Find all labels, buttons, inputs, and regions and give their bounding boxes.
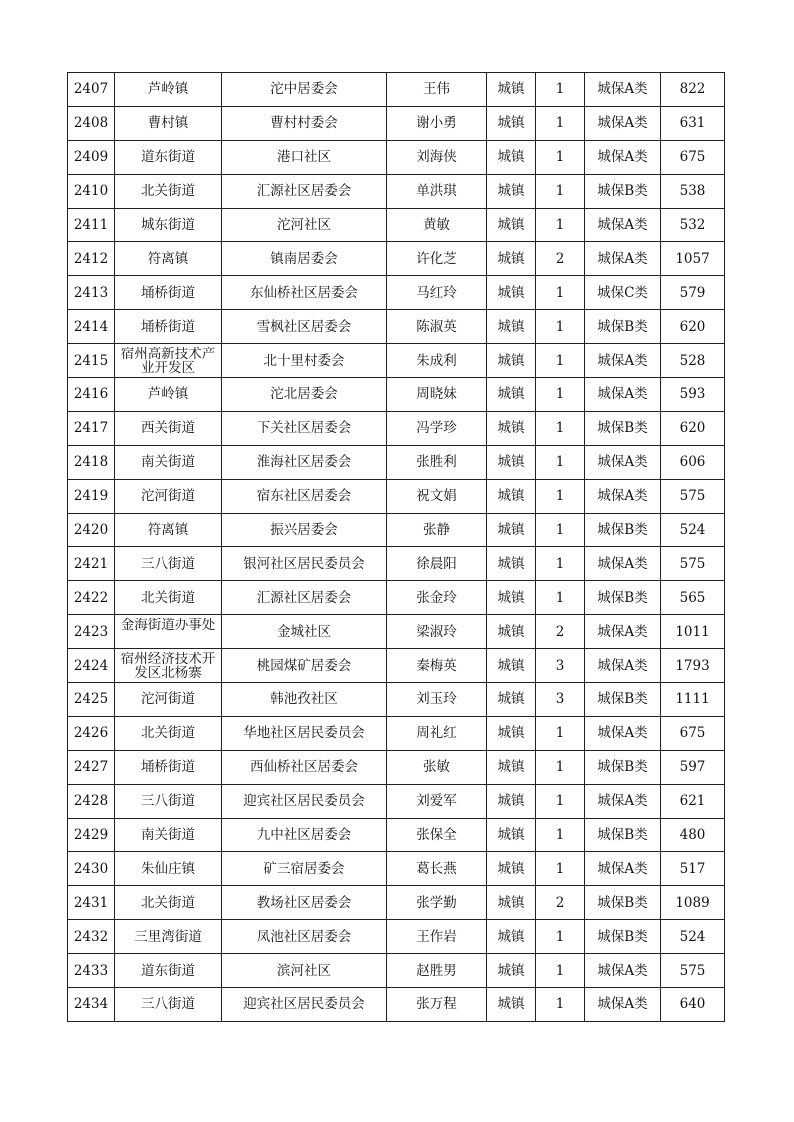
table-row (68, 106, 725, 140)
name-cell: 刘玉玲 (387, 683, 487, 717)
town-label: 宿州经济技术开发区北杨寨 (120, 651, 216, 680)
area-type-cell: 城镇 (487, 242, 536, 276)
town-cell: 芦岭镇 (115, 73, 222, 107)
town-cell (115, 649, 222, 683)
category-cell: 城保B类 (585, 174, 661, 208)
area-type-cell: 城镇 (487, 683, 536, 717)
town-cell: 沱河街道 (115, 683, 222, 717)
category-cell: 城保B类 (585, 750, 661, 784)
category-cell: 城保C类 (585, 276, 661, 310)
amount-cell: 524 (661, 513, 725, 547)
record-id-cell: 2409 (68, 140, 115, 174)
town-cell: 符离镇 (115, 242, 222, 276)
name-cell: 张胜利 (387, 445, 487, 479)
table-row (68, 784, 725, 818)
area-type-cell: 城镇 (487, 954, 536, 988)
category-cell: 城保A类 (585, 479, 661, 513)
household-count-cell: 1 (536, 716, 585, 750)
category-cell: 城保B类 (585, 310, 661, 344)
category-cell: 城保A类 (585, 716, 661, 750)
community-cell: 东仙桥社区居委会 (222, 276, 387, 310)
town-cell: 曹村镇 (115, 106, 222, 140)
area-type-cell: 城镇 (487, 276, 536, 310)
amount-cell: 528 (661, 344, 725, 378)
amount-cell: 620 (661, 310, 725, 344)
category-cell: 城保A类 (585, 615, 661, 649)
table-row (68, 310, 725, 344)
table-row (68, 378, 725, 412)
community-cell: 汇源社区居委会 (222, 581, 387, 615)
household-count-cell: 1 (536, 988, 585, 1022)
community-cell: 桃园煤矿居委会 (222, 649, 387, 683)
household-count-cell: 1 (536, 818, 585, 852)
community-cell: 下关社区居委会 (222, 411, 387, 445)
town-cell: 城东街道 (115, 208, 222, 242)
category-cell: 城保A类 (585, 242, 661, 276)
household-count-cell: 1 (536, 208, 585, 242)
town-cell: 朱仙庄镇 (115, 852, 222, 886)
record-id-cell: 2417 (68, 411, 115, 445)
town-cell: 埇桥街道 (115, 310, 222, 344)
area-type-cell: 城镇 (487, 852, 536, 886)
area-type-cell: 城镇 (487, 784, 536, 818)
town-label: 宿州高新技术产业开发区 (120, 346, 216, 375)
table-row (68, 852, 725, 886)
amount-cell: 565 (661, 581, 725, 615)
table-row (68, 276, 725, 310)
record-id-cell: 2433 (68, 954, 115, 988)
amount-cell: 1111 (661, 683, 725, 717)
name-cell: 赵胜男 (387, 954, 487, 988)
name-cell: 张保全 (387, 818, 487, 852)
area-type-cell: 城镇 (487, 750, 536, 784)
table-row (68, 547, 725, 581)
household-count-cell: 1 (536, 276, 585, 310)
name-cell: 黄敏 (387, 208, 487, 242)
record-id-cell: 2430 (68, 852, 115, 886)
amount-cell: 640 (661, 988, 725, 1022)
household-count-cell: 1 (536, 445, 585, 479)
record-id-cell: 2429 (68, 818, 115, 852)
community-cell: 银河社区居民委员会 (222, 547, 387, 581)
community-cell: 滨河社区 (222, 954, 387, 988)
name-cell: 王作岩 (387, 920, 487, 954)
table-row (68, 174, 725, 208)
record-id-cell: 2419 (68, 479, 115, 513)
household-count-cell: 3 (536, 683, 585, 717)
record-id-cell: 2432 (68, 920, 115, 954)
area-type-cell: 城镇 (487, 513, 536, 547)
name-cell: 徐晨阳 (387, 547, 487, 581)
table-row (68, 479, 725, 513)
record-id-cell: 2427 (68, 750, 115, 784)
amount-cell: 1057 (661, 242, 725, 276)
amount-cell: 517 (661, 852, 725, 886)
household-count-cell: 1 (536, 378, 585, 412)
community-cell: 迎宾社区居民委员会 (222, 784, 387, 818)
area-type-cell: 城镇 (487, 411, 536, 445)
amount-cell: 822 (661, 73, 725, 107)
name-cell: 马红玲 (387, 276, 487, 310)
name-cell: 刘爱军 (387, 784, 487, 818)
name-cell: 梁淑玲 (387, 615, 487, 649)
record-id-cell: 2418 (68, 445, 115, 479)
household-count-cell: 1 (536, 106, 585, 140)
name-cell: 张敏 (387, 750, 487, 784)
amount-cell: 597 (661, 750, 725, 784)
record-id-cell: 2421 (68, 547, 115, 581)
area-type-cell: 城镇 (487, 886, 536, 920)
community-cell: 镇南居委会 (222, 242, 387, 276)
name-cell: 许化芝 (387, 242, 487, 276)
name-cell: 周礼红 (387, 716, 487, 750)
category-cell: 城保A类 (585, 445, 661, 479)
community-cell: 振兴居委会 (222, 513, 387, 547)
table-row (68, 649, 725, 683)
name-cell: 朱成利 (387, 344, 487, 378)
name-cell: 刘海侠 (387, 140, 487, 174)
category-cell: 城保A类 (585, 140, 661, 174)
name-cell: 谢小勇 (387, 106, 487, 140)
town-cell (115, 615, 222, 649)
household-count-cell: 1 (536, 310, 585, 344)
table-row (68, 818, 725, 852)
area-type-cell: 城镇 (487, 920, 536, 954)
category-cell: 城保A类 (585, 954, 661, 988)
household-count-cell: 1 (536, 954, 585, 988)
area-type-cell: 城镇 (487, 344, 536, 378)
record-id-cell: 2423 (68, 615, 115, 649)
area-type-cell: 城镇 (487, 716, 536, 750)
town-cell: 北关街道 (115, 581, 222, 615)
category-cell: 城保B类 (585, 513, 661, 547)
amount-cell: 620 (661, 411, 725, 445)
community-cell: 韩池孜社区 (222, 683, 387, 717)
household-count-cell: 1 (536, 750, 585, 784)
area-type-cell: 城镇 (487, 547, 536, 581)
area-type-cell: 城镇 (487, 445, 536, 479)
community-cell: 淮海社区居委会 (222, 445, 387, 479)
record-id-cell: 2407 (68, 73, 115, 107)
name-cell: 冯学珍 (387, 411, 487, 445)
community-cell: 沱河社区 (222, 208, 387, 242)
table-row (68, 716, 725, 750)
record-id-cell: 2414 (68, 310, 115, 344)
household-count-cell: 1 (536, 581, 585, 615)
community-cell: 教场社区居委会 (222, 886, 387, 920)
category-cell: 城保A类 (585, 208, 661, 242)
record-id-cell: 2408 (68, 106, 115, 140)
town-cell: 沱河街道 (115, 479, 222, 513)
community-cell: 金城社区 (222, 615, 387, 649)
household-count-cell: 1 (536, 411, 585, 445)
town-cell: 三里湾街道 (115, 920, 222, 954)
record-id-cell: 2428 (68, 784, 115, 818)
category-cell: 城保A类 (585, 73, 661, 107)
town-cell: 符离镇 (115, 513, 222, 547)
table-row (68, 242, 725, 276)
town-cell: 北关街道 (115, 886, 222, 920)
town-cell: 埇桥街道 (115, 750, 222, 784)
area-type-cell: 城镇 (487, 140, 536, 174)
amount-cell: 532 (661, 208, 725, 242)
amount-cell: 1089 (661, 886, 725, 920)
community-cell: 迎宾社区居民委员会 (222, 988, 387, 1022)
household-count-cell: 1 (536, 852, 585, 886)
area-type-cell: 城镇 (487, 615, 536, 649)
record-id-cell: 2416 (68, 378, 115, 412)
record-id-cell: 2434 (68, 988, 115, 1022)
household-count-cell: 1 (536, 344, 585, 378)
area-type-cell: 城镇 (487, 818, 536, 852)
household-count-cell: 2 (536, 242, 585, 276)
household-count-cell: 3 (536, 649, 585, 683)
town-cell: 南关街道 (115, 445, 222, 479)
area-type-cell: 城镇 (487, 649, 536, 683)
amount-cell: 575 (661, 479, 725, 513)
name-cell: 周晓妹 (387, 378, 487, 412)
record-id-cell: 2431 (68, 886, 115, 920)
record-id-cell: 2424 (68, 649, 115, 683)
town-cell: 三八街道 (115, 547, 222, 581)
table-row (68, 73, 725, 107)
amount-cell: 575 (661, 954, 725, 988)
record-id-cell: 2415 (68, 344, 115, 378)
table-row (68, 445, 725, 479)
amount-cell: 480 (661, 818, 725, 852)
record-id-cell: 2420 (68, 513, 115, 547)
record-id-cell: 2410 (68, 174, 115, 208)
category-cell: 城保B类 (585, 886, 661, 920)
household-count-cell: 2 (536, 886, 585, 920)
household-count-cell: 2 (536, 615, 585, 649)
community-cell: 宿东社区居委会 (222, 479, 387, 513)
household-count-cell: 1 (536, 174, 585, 208)
area-type-cell: 城镇 (487, 208, 536, 242)
community-cell: 矿三宿居委会 (222, 852, 387, 886)
town-cell: 三八街道 (115, 988, 222, 1022)
community-cell: 港口社区 (222, 140, 387, 174)
town-cell: 埇桥街道 (115, 276, 222, 310)
category-cell: 城保B类 (585, 818, 661, 852)
household-count-cell: 1 (536, 140, 585, 174)
area-type-cell: 城镇 (487, 581, 536, 615)
household-count-cell: 1 (536, 73, 585, 107)
category-cell: 城保A类 (585, 852, 661, 886)
record-id-cell: 2422 (68, 581, 115, 615)
amount-cell: 631 (661, 106, 725, 140)
category-cell: 城保B类 (585, 683, 661, 717)
town-cell: 道东街道 (115, 140, 222, 174)
community-cell: 九中社区居委会 (222, 818, 387, 852)
community-cell: 西仙桥社区居委会 (222, 750, 387, 784)
household-count-cell: 1 (536, 547, 585, 581)
amount-cell: 606 (661, 445, 725, 479)
community-cell: 汇源社区居委会 (222, 174, 387, 208)
category-cell: 城保B类 (585, 581, 661, 615)
table-row (68, 513, 725, 547)
amount-cell: 579 (661, 276, 725, 310)
amount-cell: 1793 (661, 649, 725, 683)
category-cell: 城保A类 (585, 784, 661, 818)
community-cell: 沱北居委会 (222, 378, 387, 412)
community-cell: 华地社区居民委员会 (222, 716, 387, 750)
household-count-cell: 1 (536, 920, 585, 954)
amount-cell: 675 (661, 716, 725, 750)
category-cell: 城保B类 (585, 920, 661, 954)
record-id-cell: 2412 (68, 242, 115, 276)
table-row (68, 615, 725, 649)
area-type-cell: 城镇 (487, 988, 536, 1022)
name-cell: 张金玲 (387, 581, 487, 615)
area-type-cell: 城镇 (487, 310, 536, 344)
table-row (68, 581, 725, 615)
name-cell: 单洪琪 (387, 174, 487, 208)
table-row (68, 344, 725, 378)
town-cell: 西关街道 (115, 411, 222, 445)
town-cell: 道东街道 (115, 954, 222, 988)
amount-cell: 593 (661, 378, 725, 412)
community-cell: 曹村村委会 (222, 106, 387, 140)
name-cell: 张学勤 (387, 886, 487, 920)
category-cell: 城保B类 (585, 411, 661, 445)
name-cell: 陈淑英 (387, 310, 487, 344)
community-cell: 沱中居委会 (222, 73, 387, 107)
table-row (68, 683, 725, 717)
amount-cell: 1011 (661, 615, 725, 649)
household-count-cell: 1 (536, 513, 585, 547)
record-id-cell: 2411 (68, 208, 115, 242)
community-cell: 北十里村委会 (222, 344, 387, 378)
roster-body (68, 73, 725, 1022)
table-row (68, 208, 725, 242)
amount-cell: 538 (661, 174, 725, 208)
name-cell: 张静 (387, 513, 487, 547)
town-cell: 北关街道 (115, 174, 222, 208)
amount-cell: 524 (661, 920, 725, 954)
town-cell: 南关街道 (115, 818, 222, 852)
table-row (68, 954, 725, 988)
name-cell: 秦梅英 (387, 649, 487, 683)
amount-cell: 675 (661, 140, 725, 174)
category-cell: 城保A类 (585, 649, 661, 683)
town-label: 金海街道办事处 (120, 617, 216, 633)
table-row (68, 886, 725, 920)
town-cell: 芦岭镇 (115, 378, 222, 412)
table-row (68, 750, 725, 784)
household-count-cell: 1 (536, 479, 585, 513)
community-cell: 凤池社区居委会 (222, 920, 387, 954)
table-row (68, 988, 725, 1022)
record-id-cell: 2425 (68, 683, 115, 717)
category-cell: 城保A类 (585, 988, 661, 1022)
table-row (68, 920, 725, 954)
household-count-cell: 1 (536, 784, 585, 818)
amount-cell: 621 (661, 784, 725, 818)
category-cell: 城保A类 (585, 344, 661, 378)
area-type-cell: 城镇 (487, 378, 536, 412)
area-type-cell: 城镇 (487, 174, 536, 208)
category-cell: 城保A类 (585, 106, 661, 140)
area-type-cell: 城镇 (487, 479, 536, 513)
town-cell (115, 344, 222, 378)
area-type-cell: 城镇 (487, 73, 536, 107)
town-cell: 北关街道 (115, 716, 222, 750)
table-row (68, 411, 725, 445)
table-row (68, 140, 725, 174)
name-cell: 祝文娟 (387, 479, 487, 513)
amount-cell: 575 (661, 547, 725, 581)
record-id-cell: 2426 (68, 716, 115, 750)
name-cell: 张万程 (387, 988, 487, 1022)
category-cell: 城保A类 (585, 378, 661, 412)
benefit-roster-table (67, 72, 725, 1022)
record-id-cell: 2413 (68, 276, 115, 310)
category-cell: 城保A类 (585, 547, 661, 581)
community-cell: 雪枫社区居委会 (222, 310, 387, 344)
name-cell: 王伟 (387, 73, 487, 107)
town-cell: 三八街道 (115, 784, 222, 818)
area-type-cell: 城镇 (487, 106, 536, 140)
name-cell: 葛长燕 (387, 852, 487, 886)
